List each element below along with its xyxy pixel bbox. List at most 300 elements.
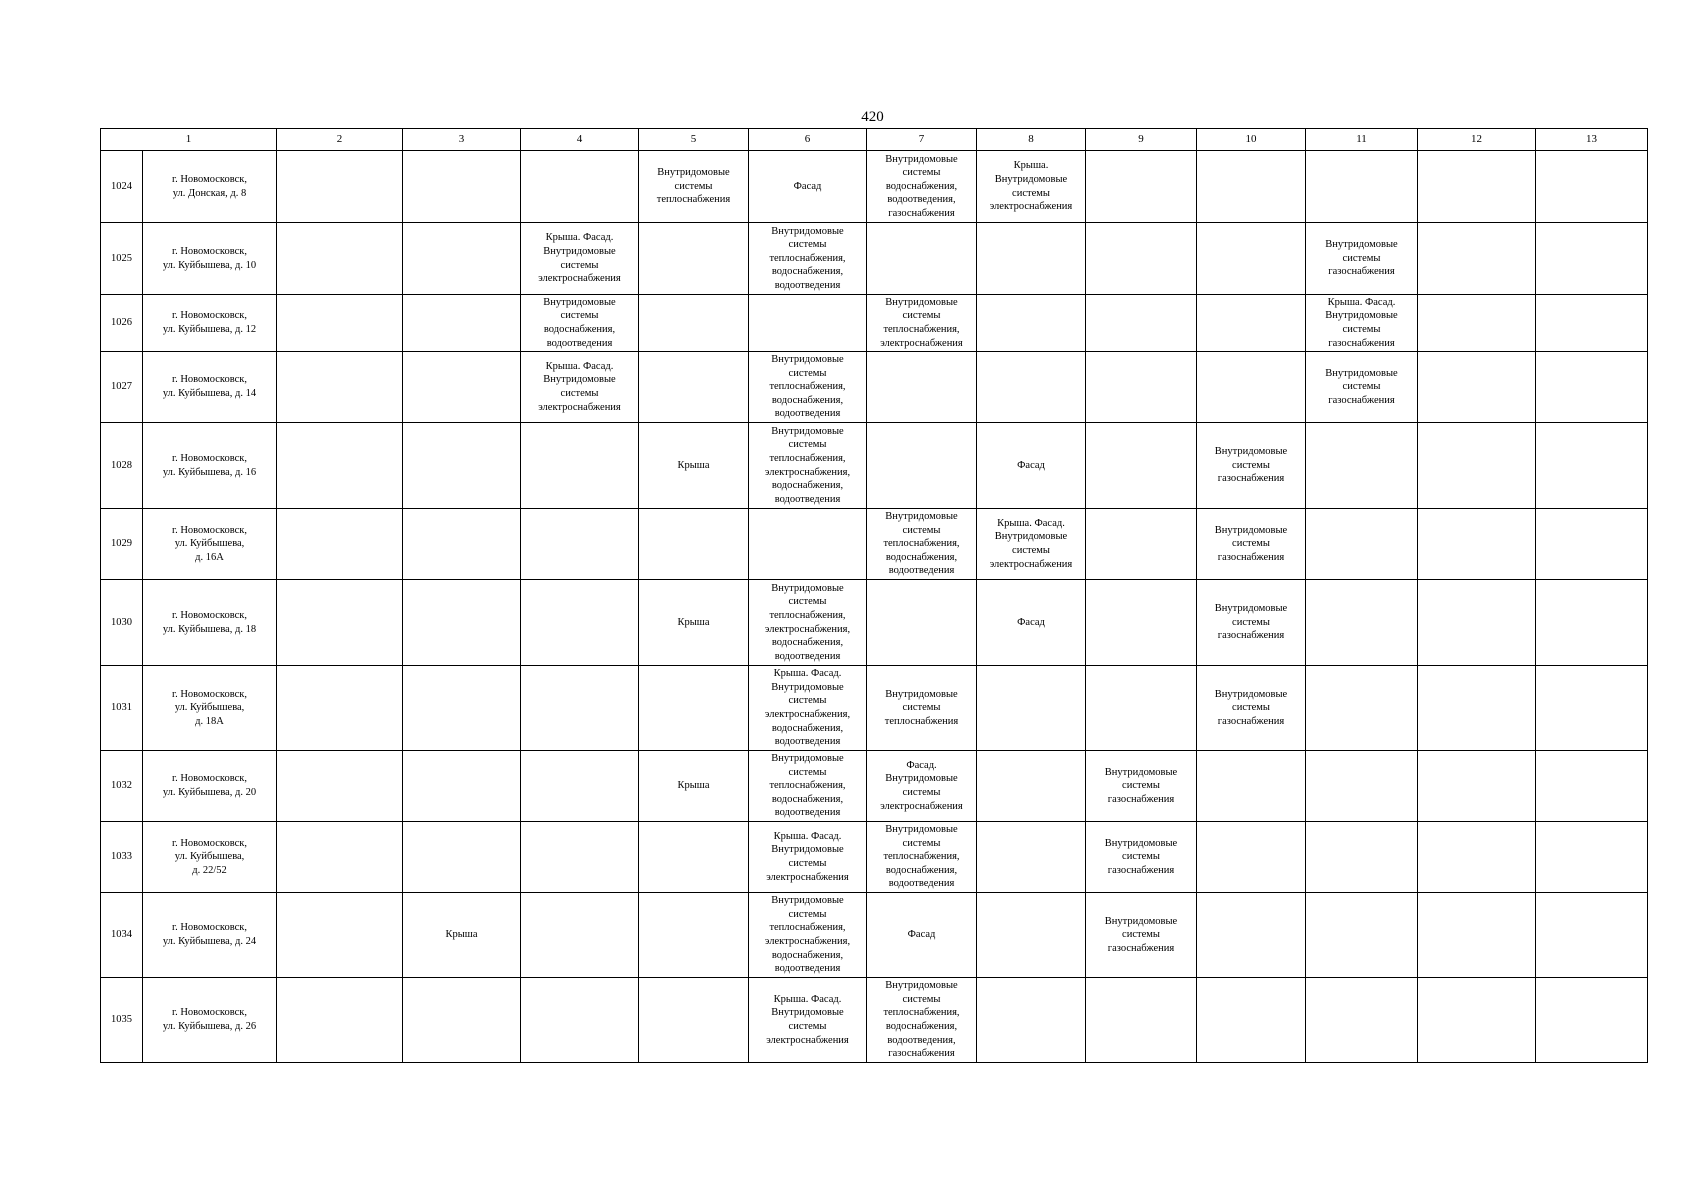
work-cell-col-11 xyxy=(1306,151,1418,223)
row-number-cell: 1028 xyxy=(101,423,143,509)
work-cell-col-7 xyxy=(867,509,977,580)
work-cell-col-8 xyxy=(977,295,1086,352)
work-text-line: Крыша. Фасад. xyxy=(545,360,614,372)
row-number-cell: 1029 xyxy=(101,509,143,580)
work-text-line: системы xyxy=(1232,616,1270,628)
work-cell-col-2 xyxy=(277,978,403,1063)
work-cell-col-11 xyxy=(1306,509,1418,580)
work-cell-col-6 xyxy=(749,295,867,352)
address-cell xyxy=(143,978,277,1063)
work-text-line: теплоснабжения, xyxy=(883,851,960,863)
table-row xyxy=(101,151,1648,223)
work-text-line: электроснабжения xyxy=(766,1034,849,1046)
work-text-line: системы xyxy=(902,993,941,1005)
work-cell-col-4 xyxy=(521,151,639,223)
work-cell-col-9 xyxy=(1086,423,1197,509)
work-text-line: Внутридомовые xyxy=(994,531,1068,543)
work-cell-col-8 xyxy=(977,893,1086,978)
work-cell-col-12 xyxy=(1418,893,1536,978)
work-text-line: системы xyxy=(902,837,941,849)
work-cell-col-11 xyxy=(1306,893,1418,978)
work-text-line: Внутридомовые xyxy=(771,225,844,237)
work-cell-col-5 xyxy=(639,423,749,509)
work-text-line: водоснабжения, xyxy=(771,949,844,961)
work-cell-col-13 xyxy=(1536,978,1648,1063)
work-text-line: системы xyxy=(1012,187,1050,199)
work-cell-col-6 xyxy=(749,751,867,822)
work-text-line: системы xyxy=(902,524,941,536)
work-cell-col-3 xyxy=(403,423,521,509)
work-text-line: водоснабжения, xyxy=(771,266,844,278)
work-cell-col-6 xyxy=(749,509,867,580)
column-header: 8 xyxy=(977,129,1086,151)
work-text-line: теплоснабжения, xyxy=(769,452,846,464)
work-cell-col-2 xyxy=(277,751,403,822)
address-line: г. Новомосковск, xyxy=(171,1007,248,1019)
work-cell-col-12 xyxy=(1418,151,1536,223)
work-cell-col-3 xyxy=(403,352,521,423)
table-row xyxy=(101,978,1648,1063)
work-text-line: электроснабжения xyxy=(538,273,621,285)
work-text-line: электроснабжения, xyxy=(764,623,851,635)
work-text-line: Крыша. Фасад. xyxy=(773,993,842,1005)
work-text-line: газоснабжения xyxy=(1107,942,1175,954)
address-line: г. Новомосковск, xyxy=(171,688,248,700)
address-line: ул. Куйбышева, д. 18 xyxy=(162,623,257,635)
work-cell-col-9 xyxy=(1086,751,1197,822)
address-cell xyxy=(143,580,277,666)
work-cell-col-7 xyxy=(867,978,977,1063)
work-text-line: водоотведения xyxy=(774,279,841,291)
work-text-line: электроснабжения xyxy=(880,800,963,812)
work-cell-col-7 xyxy=(867,751,977,822)
column-header: 9 xyxy=(1086,129,1197,151)
work-text-line: системы xyxy=(1232,538,1270,550)
work-cell-col-12 xyxy=(1418,580,1536,666)
address-cell xyxy=(143,822,277,893)
work-text-line: теплоснабжения, xyxy=(883,1007,960,1019)
work-text-line: Фасад xyxy=(1017,616,1045,628)
work-cell-col-10 xyxy=(1197,352,1306,423)
row-number-cell: 1030 xyxy=(101,580,143,666)
work-text-line: системы xyxy=(788,596,827,608)
work-text-line: Внутридомовые xyxy=(1325,310,1398,322)
work-text-line: газоснабжения xyxy=(888,207,955,219)
work-cell-col-9 xyxy=(1086,822,1197,893)
work-text-line: водоснабжения, xyxy=(885,1021,958,1032)
work-text-line: Крыша. Фасад. xyxy=(773,830,842,842)
work-cell-col-2 xyxy=(277,295,403,352)
address-cell xyxy=(143,352,277,423)
work-text-line: Внутридомовые xyxy=(885,980,958,992)
work-text-line: газоснабжения xyxy=(888,1048,955,1060)
table-row xyxy=(101,822,1648,893)
work-cell-col-5 xyxy=(639,295,749,352)
work-cell-col-6 xyxy=(749,580,867,666)
work-cell-col-7 xyxy=(867,151,977,223)
work-cell-col-6 xyxy=(749,151,867,223)
work-cell-col-5 xyxy=(639,751,749,822)
work-cell-col-3 xyxy=(403,978,521,1063)
work-cell-col-7 xyxy=(867,893,977,978)
work-cell-col-10 xyxy=(1197,978,1306,1063)
work-text-line: системы xyxy=(788,367,827,379)
column-header: 10 xyxy=(1197,129,1306,151)
work-cell-col-8 xyxy=(977,978,1086,1063)
address-cell xyxy=(143,151,277,223)
work-text-line: системы xyxy=(560,310,599,322)
work-cell-col-7 xyxy=(867,666,977,751)
work-cell-col-4 xyxy=(521,352,639,423)
address-line: г. Новомосковск, xyxy=(171,837,248,849)
column-header: 3 xyxy=(403,129,521,151)
work-text-line: Внутридомовые xyxy=(1104,837,1178,849)
work-cell-col-9 xyxy=(1086,893,1197,978)
work-cell-col-2 xyxy=(277,822,403,893)
work-cell-col-10 xyxy=(1197,580,1306,666)
work-cell-col-13 xyxy=(1536,423,1648,509)
work-cell-col-10 xyxy=(1197,151,1306,223)
row-number-cell: 1035 xyxy=(101,978,143,1063)
work-cell-col-10 xyxy=(1197,893,1306,978)
work-cell-col-12 xyxy=(1418,423,1536,509)
work-text-line: электроснабжения xyxy=(989,201,1073,213)
work-text-line: Внутридомовые xyxy=(1325,367,1398,379)
work-text-line: водоотведения xyxy=(888,878,955,890)
row-number-cell: 1024 xyxy=(101,151,143,223)
work-cell-col-5 xyxy=(639,978,749,1063)
address-line: г. Новомосковск, xyxy=(171,524,248,536)
work-text-line: Внутридомовые xyxy=(1214,688,1288,700)
column-header: 11 xyxy=(1306,129,1418,151)
work-cell-col-5 xyxy=(639,509,749,580)
work-text-line: Внутридомовые xyxy=(994,173,1068,185)
work-text-line: газоснабжения xyxy=(1217,715,1285,727)
work-cell-col-12 xyxy=(1418,978,1536,1063)
work-text-line: газоснабжения xyxy=(1217,551,1285,563)
work-cell-col-13 xyxy=(1536,822,1648,893)
table-body xyxy=(101,151,1648,1063)
work-text-line: Внутридомовые xyxy=(771,354,844,366)
row-number-cell: 1025 xyxy=(101,223,143,295)
work-cell-col-5 xyxy=(639,151,749,223)
work-text-line: Фасад. xyxy=(906,759,937,771)
work-text-line: Внутридомовые xyxy=(1214,524,1288,536)
work-text-line: газоснабжения xyxy=(1217,473,1285,485)
column-header: 2 xyxy=(277,129,403,151)
work-text-line: водоснабжения, xyxy=(771,480,844,492)
work-text-line: Внутридомовые xyxy=(771,681,844,693)
work-text-line: Фасад xyxy=(1017,459,1045,471)
address-line: ул. Куйбышева, д. 20 xyxy=(162,787,257,798)
work-cell-col-8 xyxy=(977,751,1086,822)
work-cell-col-2 xyxy=(277,509,403,580)
table-row xyxy=(101,893,1648,978)
column-header: 6 xyxy=(749,129,867,151)
work-cell-col-4 xyxy=(521,822,639,893)
work-cell-col-7 xyxy=(867,822,977,893)
address-line: ул. Куйбышева, д. 16 xyxy=(162,466,257,478)
work-text-line: системы xyxy=(902,167,941,179)
work-text-line: газоснабжения xyxy=(1217,630,1285,642)
work-text-line: Внутридомовые xyxy=(1325,239,1398,251)
work-cell-col-13 xyxy=(1536,751,1648,822)
work-text-line: системы xyxy=(788,439,827,451)
work-text-line: Внутридомовые xyxy=(543,374,616,386)
work-cell-col-13 xyxy=(1536,295,1648,352)
work-text-line: системы xyxy=(788,908,827,920)
work-cell-col-4 xyxy=(521,423,639,509)
work-text-line: Фасад xyxy=(907,929,936,941)
row-number-cell: 1032 xyxy=(101,751,143,822)
work-cell-col-2 xyxy=(277,423,403,509)
address-line: д. 22/52 xyxy=(192,864,227,876)
work-cell-col-5 xyxy=(639,666,749,751)
work-text-line: водоснабжения, xyxy=(885,864,958,876)
work-cell-col-12 xyxy=(1418,666,1536,751)
work-cell-col-3 xyxy=(403,223,521,295)
work-text-line: водоотведения xyxy=(774,807,841,819)
work-text-line: водоотведения xyxy=(888,565,955,577)
work-text-line: Внутридомовые xyxy=(771,844,844,856)
work-cell-col-8 xyxy=(977,666,1086,751)
work-text-line: Внутридомовые xyxy=(885,296,958,308)
work-text-line: теплоснабжения, xyxy=(769,780,846,792)
work-text-line: газоснабжения xyxy=(1107,864,1175,876)
work-text-line: Внутридомовые xyxy=(1214,603,1288,615)
table-row xyxy=(101,295,1648,352)
work-cell-col-9 xyxy=(1086,580,1197,666)
work-cell-col-13 xyxy=(1536,151,1648,223)
work-text-line: Внутридомовые xyxy=(771,1007,844,1019)
row-number-cell: 1034 xyxy=(101,893,143,978)
work-cell-col-12 xyxy=(1418,352,1536,423)
work-cell-col-7 xyxy=(867,223,977,295)
work-text-line: системы xyxy=(1122,851,1160,863)
work-cell-col-7 xyxy=(867,423,977,509)
address-cell xyxy=(143,751,277,822)
work-text-line: газоснабжения xyxy=(1107,793,1175,805)
work-text-line: водоснабжения, xyxy=(771,394,844,406)
work-cell-col-11 xyxy=(1306,580,1418,666)
work-text-line: Внутридомовые xyxy=(1214,446,1288,458)
work-text-line: Внутридомовые xyxy=(771,582,844,594)
work-cell-col-6 xyxy=(749,223,867,295)
work-cell-col-4 xyxy=(521,295,639,352)
work-text-line: газоснабжения xyxy=(1328,394,1395,406)
column-header: 1 xyxy=(101,129,277,151)
work-cell-col-9 xyxy=(1086,666,1197,751)
work-cell-col-5 xyxy=(639,580,749,666)
work-text-line: водоснабжения, xyxy=(885,551,958,563)
work-cell-col-3 xyxy=(403,822,521,893)
address-line: г. Новомосковск, xyxy=(171,922,248,934)
work-cell-col-2 xyxy=(277,666,403,751)
work-text-line: водоотведения xyxy=(774,650,841,662)
row-number-cell: 1031 xyxy=(101,666,143,751)
table-row xyxy=(101,666,1648,751)
work-text-line: Внутридомовые xyxy=(543,296,616,308)
table-row xyxy=(101,509,1648,580)
work-cell-col-8 xyxy=(977,352,1086,423)
work-cell-col-2 xyxy=(277,352,403,423)
work-cell-col-8 xyxy=(977,509,1086,580)
work-text-line: водоснабжения, xyxy=(771,637,844,649)
work-text-line: Внутридомовые xyxy=(885,824,958,836)
address-line: ул. Куйбышева, xyxy=(174,851,245,863)
work-cell-col-11 xyxy=(1306,223,1418,295)
work-text-line: теплоснабжения, xyxy=(769,609,846,621)
work-cell-col-3 xyxy=(403,893,521,978)
work-cell-col-6 xyxy=(749,978,867,1063)
address-line: ул. Куйбышева, xyxy=(174,702,245,714)
work-cell-col-4 xyxy=(521,666,639,751)
work-cell-col-3 xyxy=(403,580,521,666)
work-text-line: системы xyxy=(1342,381,1381,393)
work-text-line: системы xyxy=(674,180,713,192)
table-row xyxy=(101,580,1648,666)
address-cell xyxy=(143,509,277,580)
work-text-line: электроснабжения, xyxy=(764,466,851,478)
work-text-line: системы xyxy=(902,310,941,322)
address-line: ул. Куйбышева, xyxy=(174,538,245,550)
column-header: 5 xyxy=(639,129,749,151)
work-cell-col-3 xyxy=(403,666,521,751)
work-text-line: Внутридомовые xyxy=(1104,915,1178,927)
address-line: г. Новомосковск, xyxy=(171,773,248,785)
work-cell-col-3 xyxy=(403,151,521,223)
address-line: г. Новомосковск, xyxy=(171,452,248,464)
row-number-cell: 1033 xyxy=(101,822,143,893)
work-cell-col-4 xyxy=(521,223,639,295)
work-text-line: системы xyxy=(1012,545,1050,556)
work-cell-col-3 xyxy=(403,509,521,580)
work-text-line: электроснабжения xyxy=(766,871,849,883)
work-cell-col-6 xyxy=(749,822,867,893)
work-text-line: теплоснабжения xyxy=(656,194,731,206)
work-cell-col-11 xyxy=(1306,751,1418,822)
work-text-line: электроснабжения, xyxy=(764,936,851,947)
work-text-line: Крыша xyxy=(677,780,710,792)
address-cell xyxy=(143,423,277,509)
address-line: г. Новомосковск, xyxy=(171,310,248,322)
work-cell-col-13 xyxy=(1536,352,1648,423)
work-text-line: водоотведения, xyxy=(887,194,956,206)
work-text-line: системы xyxy=(788,1021,827,1032)
work-text-line: Внутридомовые xyxy=(543,245,616,257)
work-text-line: системы xyxy=(560,388,599,399)
work-text-line: Внутридомовые xyxy=(771,895,844,907)
work-cell-col-11 xyxy=(1306,423,1418,509)
work-text-line: системы xyxy=(788,858,827,869)
work-text-line: Внутридомовые xyxy=(885,773,958,785)
address-cell xyxy=(143,295,277,352)
work-cell-col-4 xyxy=(521,893,639,978)
work-cell-col-4 xyxy=(521,978,639,1063)
work-text-line: Внутридомовые xyxy=(885,153,958,165)
work-text-line: Крыша xyxy=(677,459,710,471)
work-text-line: газоснабжения xyxy=(1328,266,1395,278)
repair-schedule-table xyxy=(100,128,1648,1063)
work-text-line: электроснабжения xyxy=(880,337,963,349)
work-text-line: системы xyxy=(1232,459,1270,471)
work-text-line: Крыша xyxy=(677,616,710,628)
work-text-line: Внутридомовые xyxy=(657,167,730,179)
address-line: д. 16А xyxy=(195,551,224,563)
work-text-line: газоснабжения xyxy=(1328,337,1395,349)
work-text-line: водоотведения xyxy=(774,493,841,505)
work-text-line: системы xyxy=(788,766,827,778)
work-cell-col-13 xyxy=(1536,580,1648,666)
address-cell xyxy=(143,893,277,978)
work-text-line: системы xyxy=(1122,929,1160,941)
work-cell-col-4 xyxy=(521,509,639,580)
work-cell-col-5 xyxy=(639,223,749,295)
work-cell-col-10 xyxy=(1197,423,1306,509)
work-text-line: водоснабжения, xyxy=(543,324,616,335)
work-cell-col-9 xyxy=(1086,223,1197,295)
work-text-line: водоотведения xyxy=(774,963,841,975)
work-cell-col-6 xyxy=(749,666,867,751)
row-number-cell: 1027 xyxy=(101,352,143,423)
work-text-line: водоснабжения, xyxy=(771,722,844,734)
work-text-line: системы xyxy=(788,239,827,251)
work-text-line: электроснабжения xyxy=(538,401,621,413)
work-text-line: Крыша. Фасад. xyxy=(1327,296,1396,308)
work-cell-col-11 xyxy=(1306,822,1418,893)
work-cell-col-10 xyxy=(1197,822,1306,893)
column-number-row xyxy=(101,129,1648,151)
work-text-line: системы xyxy=(560,259,599,271)
work-text-line: Внутридомовые xyxy=(885,511,958,523)
work-cell-col-12 xyxy=(1418,295,1536,352)
address-line: ул. Куйбышева, д. 10 xyxy=(162,259,257,271)
table-row xyxy=(101,751,1648,822)
work-text-line: электроснабжения xyxy=(989,558,1073,570)
work-cell-col-8 xyxy=(977,822,1086,893)
work-text-line: теплоснабжения, xyxy=(883,538,960,550)
work-cell-col-13 xyxy=(1536,223,1648,295)
work-text-line: системы xyxy=(1122,780,1160,792)
work-text-line: Внутридомовые xyxy=(771,425,844,437)
work-text-line: Крыша xyxy=(445,929,478,941)
work-text-line: водоотведения xyxy=(774,736,841,748)
work-cell-col-3 xyxy=(403,295,521,352)
work-cell-col-10 xyxy=(1197,295,1306,352)
work-cell-col-8 xyxy=(977,151,1086,223)
work-cell-col-11 xyxy=(1306,352,1418,423)
work-text-line: системы xyxy=(902,702,941,714)
work-text-line: Крыша. Фасад. xyxy=(773,668,842,680)
work-cell-col-8 xyxy=(977,223,1086,295)
address-cell xyxy=(143,666,277,751)
work-text-line: Фасад xyxy=(793,180,822,192)
work-cell-col-9 xyxy=(1086,509,1197,580)
work-text-line: Внутридомовые xyxy=(771,753,844,765)
work-cell-col-2 xyxy=(277,223,403,295)
address-line: ул. Донская, д. 8 xyxy=(172,187,247,199)
table-row xyxy=(101,423,1648,509)
work-text-line: теплоснабжения, xyxy=(769,381,846,393)
column-header: 4 xyxy=(521,129,639,151)
work-cell-col-11 xyxy=(1306,978,1418,1063)
work-cell-col-4 xyxy=(521,751,639,822)
work-text-line: водоснабжения, xyxy=(771,793,844,805)
work-cell-col-5 xyxy=(639,352,749,423)
work-cell-col-9 xyxy=(1086,352,1197,423)
work-cell-col-7 xyxy=(867,352,977,423)
address-line: ул. Куйбышева, д. 24 xyxy=(162,936,257,947)
